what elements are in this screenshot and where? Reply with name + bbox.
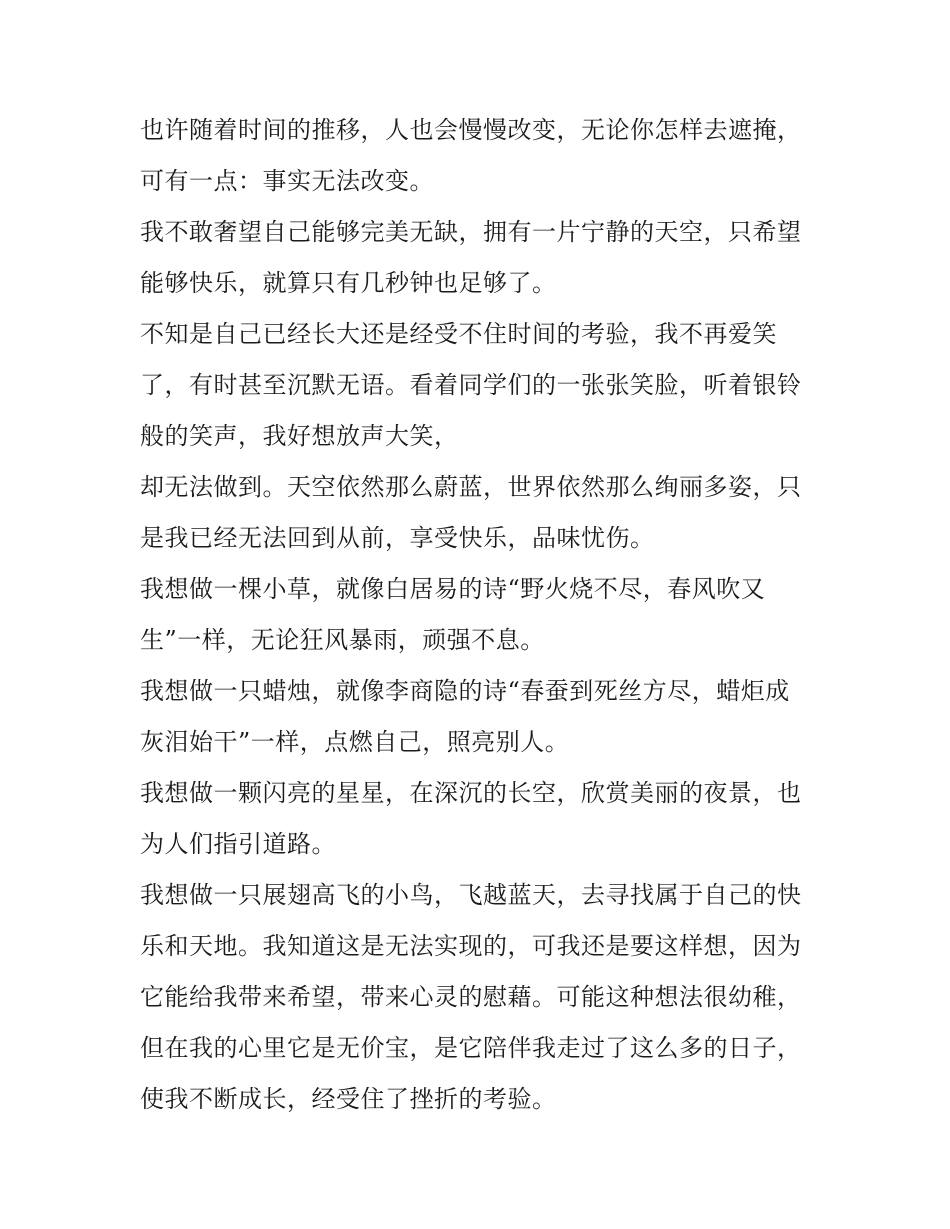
- text-line: 是我已经无法回到从前，享受快乐，品味忧伤。: [140, 524, 655, 552]
- essay-body: [140, 110, 840, 1130]
- text-line: 可有一点：事实无法改变。: [140, 167, 434, 195]
- text-line: 我想做一颗闪亮的星星，在深沉的长空，欣赏美丽的夜景，也: [140, 779, 802, 807]
- text-line: 了，有时甚至沉默无语。看着同学们的一张张笑脸，听着银铃: [140, 371, 802, 399]
- text-line: 我想做一只展翅高飞的小鸟，飞越蓝天，去寻找属于自己的快: [140, 881, 802, 909]
- text-line: 也许随着时间的推移，人也会慢慢改变，无论你怎样去遮掩，: [140, 116, 802, 144]
- text-line: 生”一样，无论狂风暴雨，顽强不息。: [140, 626, 545, 654]
- text-line: 为人们指引道路。: [140, 830, 336, 858]
- text-line: 它能给我带来希望，带来心灵的慰藉。可能这种想法很幼稚，: [140, 983, 802, 1011]
- text-line: 不知是自己已经长大还是经受不住时间的考验，我不再爱笑: [140, 320, 777, 348]
- text-line: 我不敢奢望自己能够完美无缺，拥有一片宁静的天空，只希望: [140, 218, 802, 246]
- text-line: 却无法做到。天空依然那么蔚蓝，世界依然那么绚丽多姿，只: [140, 473, 802, 501]
- text-line: 我想做一只蜡烛，就像李商隐的诗“春蚕到死丝方尽，蜡炬成: [140, 677, 790, 705]
- text-line: 但在我的心里它是无价宝，是它陪伴我走过了这么多的日子，: [140, 1034, 802, 1062]
- text-line: 能够快乐，就算只有几秒钟也足够了。: [140, 269, 557, 297]
- text-line: 使我不断成长，经受住了挫折的考验。: [140, 1085, 557, 1113]
- text-line: 我想做一棵小草，就像白居易的诗“野火烧不尽，春风吹又: [140, 575, 766, 603]
- text-line: 灰泪始干”一样，点燃自己，照亮别人。: [140, 728, 570, 756]
- text-line: 般的笑声，我好想放声大笑，: [140, 422, 459, 450]
- text-line: 乐和天地。我知道这是无法实现的，可我还是要这样想，因为: [140, 932, 802, 960]
